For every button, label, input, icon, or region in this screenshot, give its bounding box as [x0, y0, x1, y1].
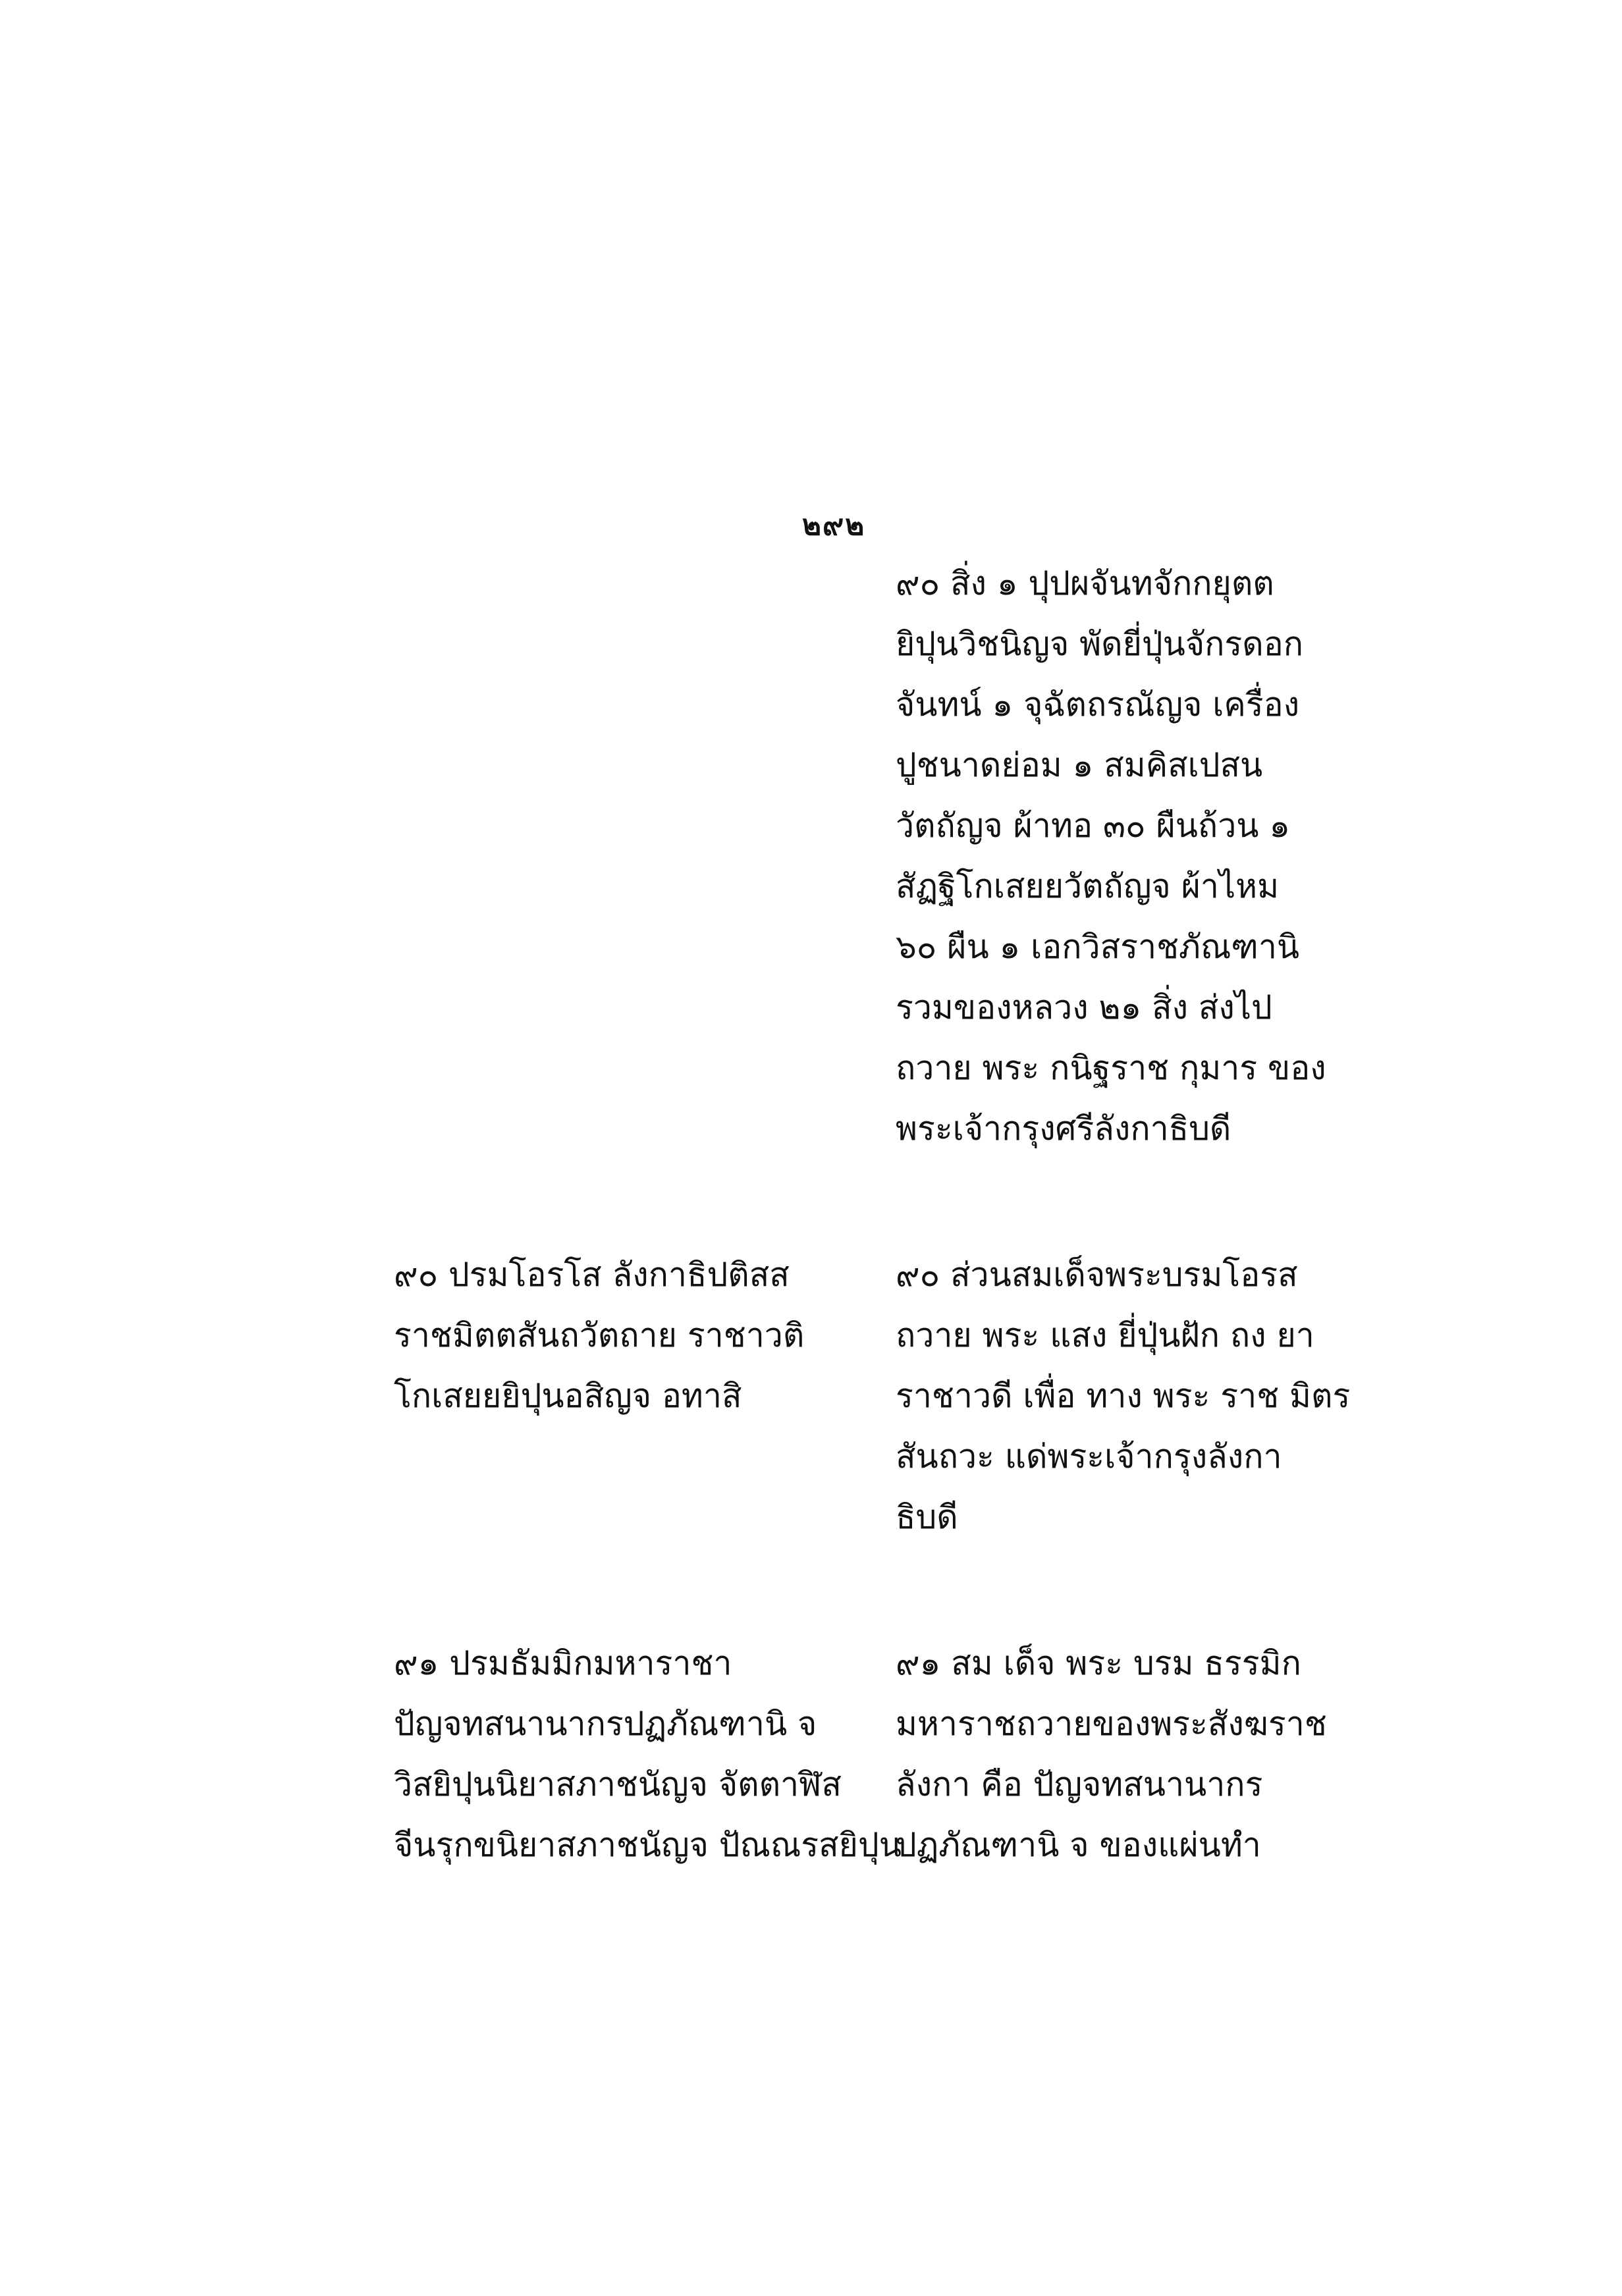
thai-paragraph-90-crown-prince: [896, 1244, 1351, 1547]
text-line: ๙๐ ส่วนสมเด็จพระบรมโอรส: [896, 1256, 1298, 1294]
text-line: รวมของหลวง ๒๑ สิ่ง ส่งไป: [896, 988, 1272, 1027]
text-line: ๙๐ สิ่ง ๑ ปุปผจันทจักกยุตต: [896, 564, 1274, 602]
page-number: ๒๙๒: [802, 508, 866, 542]
text-line: ราชมิตตสันถวัตถาย ราชาวติ: [394, 1316, 805, 1354]
text-line: ปูชนาดย่อม ๑ สมคิสเปสน: [896, 746, 1263, 784]
text-line: ปฏภัณฑานิ จ ของแผ่นทำ: [896, 1826, 1261, 1864]
text-line: มหาราชถวายของพระสังฆราช: [896, 1705, 1327, 1743]
text-line: ๙๑ สม เด็จ พระ บรม ธรรมิก: [896, 1644, 1301, 1682]
text-line: ถวาย พระ กนิฐราช กุมาร ของ: [896, 1049, 1326, 1087]
text-line: ยิปุนวิชนิญจ พัดยี่ปุ่นจักรดอก: [896, 625, 1304, 663]
pali-paragraph-90-crown-prince: [394, 1244, 868, 1426]
text-line: ปัญจทสนานากรปฏภัณฑานิ จ: [394, 1705, 817, 1743]
text-line: วิสยิปุนนิยาสภาชนัญจ จัตตาฬิส: [394, 1765, 842, 1803]
text-line: ลังกา คือ ปัญจทสนานากร: [896, 1765, 1263, 1803]
text-line: วัตถัญจ ผ้าทอ ๓๐ ผืนถ้วน ๑: [896, 807, 1291, 845]
text-line: โกเสยยยิปุนอสิญจ อทาสิ: [394, 1377, 742, 1415]
text-line: สันถวะ แด่พระเจ้ากรุงลังกา: [896, 1437, 1282, 1476]
text-line: ๖๐ ผืน ๑ เอกวิสราชภัณฑานิ: [896, 928, 1300, 966]
thai-paragraph-91-great-king: [896, 1633, 1327, 1875]
text-line: พระเจ้ากรุงศรีลังกาธิบดี: [896, 1109, 1231, 1148]
text-line: ๙๐ ปรมโอรโส ลังกาธิปติสส: [394, 1256, 790, 1294]
text-line: จันทน์ ๑ จุฉัตถรณัญจ เครื่อง: [896, 685, 1300, 724]
pali-paragraph-91-great-king: [394, 1633, 902, 1875]
pali-thai-paragraph-90-offerings: [896, 553, 1326, 1159]
text-line: ธิบดี: [896, 1498, 958, 1536]
text-line: จีนรุกขนิยาสภาชนัญจ ปัณณรสยิปุน: [394, 1826, 902, 1864]
text-line: ๙๑ ปรมธัมมิกมหาราชา: [394, 1644, 732, 1682]
text-line: ถวาย พระ แสง ยี่ปุ่นฝัก ถง ยา: [896, 1316, 1314, 1354]
text-line: สัฏฐิโกเสยยวัตถัญจ ผ้าไหม: [896, 867, 1280, 905]
text-line: ราชาวดี เพื่อ ทาง พระ ราช มิตร: [896, 1377, 1351, 1415]
